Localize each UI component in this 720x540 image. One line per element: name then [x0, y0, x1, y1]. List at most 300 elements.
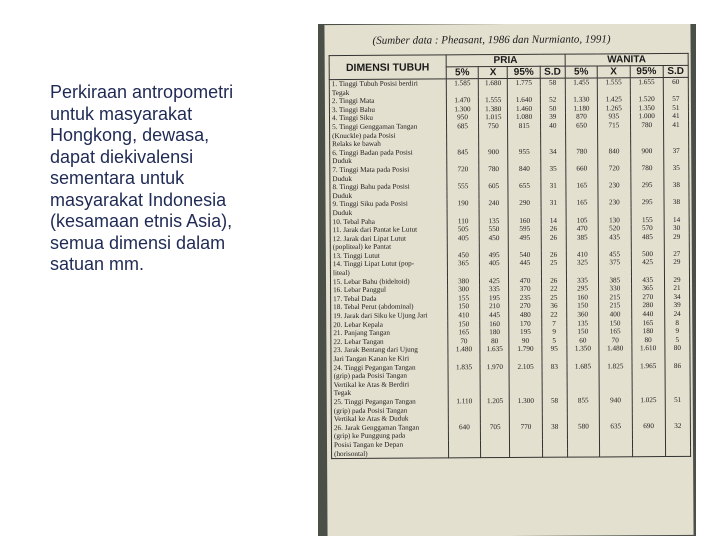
row-value [598, 173, 630, 182]
row-value: 1.635 [480, 345, 509, 354]
row-value: 150 [566, 302, 598, 311]
row-value [480, 388, 509, 397]
row-value [510, 440, 542, 449]
row-value: 9 [665, 327, 690, 336]
row-value [541, 173, 566, 182]
row-value: 325 [566, 259, 598, 268]
row-value [481, 414, 510, 423]
row-value [542, 440, 567, 449]
row-label: 10. Tebal Paha [330, 217, 447, 226]
row-value: 555 [447, 182, 479, 191]
row-value [480, 406, 509, 415]
row-value [598, 130, 630, 139]
row-value: 955 [508, 148, 540, 157]
row-value: 29 [664, 233, 689, 242]
row-value: 505 [447, 225, 479, 234]
row-label: Duduk [330, 191, 447, 200]
row-value: 1.520 [630, 95, 663, 104]
row-value [631, 207, 664, 216]
row-value: 26 [541, 251, 566, 260]
row-value: 38 [664, 181, 689, 190]
row-value: 780 [479, 165, 508, 174]
row-value [510, 448, 542, 457]
row-value [448, 371, 480, 380]
row-value: 165 [566, 182, 598, 191]
table-photo [318, 24, 696, 536]
row-value: 935 [598, 113, 630, 122]
row-value: 58 [542, 397, 567, 406]
row-value [566, 156, 598, 165]
row-value [600, 431, 632, 440]
paper-sheet [324, 24, 693, 536]
row-value [479, 242, 508, 251]
row-value: 22 [541, 311, 566, 320]
row-label: 23. Jarak Bentang dari Ujung [331, 346, 448, 355]
row-value: 70 [599, 336, 631, 345]
row-value: 80 [665, 344, 690, 353]
row-value [508, 173, 540, 182]
caption-line: satuan mm. [50, 254, 145, 274]
row-value: 135 [567, 319, 599, 328]
row-value [479, 191, 508, 200]
row-value [566, 190, 598, 199]
row-value [479, 174, 508, 183]
row-value: 7 [541, 319, 566, 328]
row-value [567, 431, 599, 440]
row-value: 21 [664, 284, 689, 293]
row-value: 1.455 [565, 78, 597, 87]
row-value [508, 130, 540, 139]
row-value: 410 [448, 311, 480, 320]
row-value: 27 [664, 250, 689, 259]
row-value: 31 [541, 199, 566, 208]
row-value: 780 [630, 121, 663, 130]
row-value: 31 [541, 182, 566, 191]
row-value: 150 [599, 319, 631, 328]
row-value: 240 [479, 199, 508, 208]
row-value [599, 405, 631, 414]
row-value: 385 [566, 233, 598, 242]
row-label: (Knuckle) pada Posisi [330, 131, 447, 140]
row-label: 15. Lebar Bahu (bideltoid) [330, 277, 447, 286]
row-value [509, 354, 541, 363]
row-value [541, 208, 566, 217]
row-value [510, 388, 542, 397]
row-value [631, 241, 664, 250]
row-value: 550 [479, 225, 508, 234]
row-value: 1.080 [508, 113, 540, 122]
row-value [481, 431, 510, 440]
row-value: 1.555 [479, 96, 508, 105]
row-value: 155 [447, 294, 479, 303]
row-value: 380 [447, 277, 479, 286]
row-value: 57 [663, 95, 688, 104]
row-label: 12. Jarak dari Lipat Lutut [330, 234, 447, 243]
row-value [565, 130, 597, 139]
row-value: 37 [664, 147, 689, 156]
row-label: Tegak [329, 88, 446, 97]
row-value: 38 [664, 198, 689, 207]
row-label: Posisi Tangan ke Depan [331, 440, 448, 449]
row-value: 295 [630, 181, 663, 190]
row-value [448, 406, 480, 415]
row-value [542, 431, 567, 440]
row-value: 435 [631, 276, 664, 285]
row-value [600, 439, 632, 448]
row-value [541, 268, 566, 277]
row-value: 1.380 [479, 105, 508, 114]
row-value [480, 380, 509, 389]
row-value [663, 129, 688, 138]
row-value [479, 156, 508, 165]
row-value: 170 [509, 319, 541, 328]
row-value: 1.110 [448, 397, 480, 406]
row-value: 165 [599, 327, 631, 336]
row-value [542, 371, 567, 380]
row-value [597, 87, 629, 96]
row-value: 570 [631, 224, 664, 233]
row-value: 34 [664, 293, 689, 302]
row-value: 370 [509, 285, 541, 294]
row-value: 1.460 [508, 105, 540, 114]
row-value [598, 156, 630, 165]
source-note: (Sumber data : Pheasant, 1986 dan Nurmianto, 1991) [372, 33, 611, 47]
row-value [542, 405, 567, 414]
row-value: 26 [541, 233, 566, 242]
row-value [447, 242, 479, 251]
row-value: 160 [566, 293, 598, 302]
row-value [446, 131, 478, 140]
row-value: 80 [631, 336, 664, 345]
row-value [508, 139, 540, 148]
row-value: 705 [481, 423, 510, 432]
row-label: 11. Jarak dari Pantat ke Lutut [330, 225, 447, 234]
row-value [508, 87, 540, 96]
row-value: 210 [480, 302, 509, 311]
row-value [632, 405, 665, 414]
row-value [665, 413, 690, 422]
row-value: 950 [446, 114, 478, 123]
row-value: 770 [510, 423, 542, 432]
row-value: 295 [566, 285, 598, 294]
row-value [664, 172, 689, 181]
row-value: 1.015 [479, 113, 508, 122]
row-value: 410 [566, 250, 598, 259]
row-value: 110 [447, 217, 479, 226]
row-label: 17. Tebal Dada [331, 294, 448, 303]
row-value [448, 354, 480, 363]
row-value: 195 [509, 328, 541, 337]
row-value [567, 353, 599, 362]
row-value: 41 [663, 121, 688, 130]
row-value: 405 [447, 234, 479, 243]
row-value [598, 207, 630, 216]
row-value: 335 [480, 285, 509, 294]
row-value: 155 [631, 216, 664, 225]
row-value: 1.655 [630, 78, 663, 87]
row-value: 150 [567, 328, 599, 337]
row-value: 715 [598, 121, 630, 130]
row-value: 130 [598, 216, 630, 225]
row-value: 235 [509, 294, 541, 303]
row-value: 14 [541, 216, 566, 225]
row-value [598, 242, 630, 251]
row-label: 1. Tinggi Tubuh Posisi berdiri [329, 79, 446, 89]
caption-text [50, 82, 300, 276]
caption-line: Hongkong, dewasa, [50, 125, 210, 145]
row-value: 5 [542, 336, 567, 345]
female-header: WANITA [565, 53, 688, 66]
row-label: Jari Tangan Kanan ke Kiri [331, 354, 448, 363]
row-value [632, 379, 665, 388]
row-value: 520 [598, 224, 630, 233]
row-value [665, 447, 690, 456]
sub-header: X [478, 67, 507, 79]
row-value: 485 [631, 233, 664, 242]
row-value: 290 [508, 199, 540, 208]
row-value [565, 139, 597, 148]
row-value: 425 [631, 259, 664, 268]
row-value [567, 414, 599, 423]
row-value: 165 [631, 319, 664, 328]
row-value [448, 414, 480, 423]
row-value [540, 87, 565, 96]
row-value: 230 [598, 199, 630, 208]
row-value: 58 [540, 78, 565, 87]
row-value: 35 [541, 165, 566, 174]
row-value: 270 [631, 293, 664, 302]
row-value: 1.640 [508, 96, 540, 105]
row-label: 21. Panjang Tangan [331, 329, 448, 338]
row-value: 1.965 [632, 362, 665, 371]
row-value: 25 [541, 259, 566, 268]
row-value: 32 [665, 422, 690, 431]
row-value [566, 268, 598, 277]
row-value [479, 88, 508, 97]
row-value: 1.300 [510, 397, 542, 406]
row-value: 52 [540, 96, 565, 105]
row-label: (popliteal) ke Pantat [330, 243, 447, 252]
row-value [479, 139, 508, 148]
row-value: 405 [480, 259, 509, 268]
row-value [630, 130, 663, 139]
row-value [509, 268, 541, 277]
row-value: 445 [509, 259, 541, 268]
row-value: 1.685 [567, 362, 599, 371]
row-value: 1.350 [630, 104, 663, 113]
row-value [664, 207, 689, 216]
row-value: 24 [665, 310, 690, 319]
row-value: 470 [566, 225, 598, 234]
row-value [447, 268, 479, 277]
row-value [665, 439, 690, 448]
row-value [542, 379, 567, 388]
row-value: 480 [509, 311, 541, 320]
row-value: 495 [480, 251, 509, 260]
row-value: 135 [479, 217, 508, 226]
row-value [632, 448, 665, 457]
row-value: 270 [509, 302, 541, 311]
row-value: 655 [508, 182, 540, 191]
row-label: 6. Tinggi Badan pada Posisi [330, 148, 447, 157]
row-value [664, 241, 689, 250]
row-value: 1.970 [480, 363, 509, 372]
row-value: 365 [447, 260, 479, 269]
row-value: 1.585 [446, 79, 478, 88]
row-value [598, 138, 630, 147]
row-label: 18. Tebal Perut (abdominal) [331, 303, 448, 312]
row-value [447, 208, 479, 217]
row-value: 605 [479, 182, 508, 191]
row-value [508, 156, 540, 165]
row-value [599, 370, 631, 379]
row-value: 160 [480, 320, 509, 329]
row-value [599, 388, 631, 397]
row-label: liteal) [330, 268, 447, 277]
row-value [665, 353, 690, 362]
row-label: Relaks ke bawah [330, 140, 447, 149]
row-value [509, 371, 541, 380]
row-value [508, 208, 540, 217]
row-value: 80 [480, 337, 509, 346]
row-value: 230 [598, 181, 630, 190]
row-value [510, 414, 542, 423]
row-value: 495 [509, 233, 541, 242]
row-label: 7. Tinggi Mata pada Posisi [330, 165, 447, 174]
caption-line: semua dimensi dalam [50, 232, 226, 253]
row-value [665, 387, 690, 396]
row-value: 650 [565, 121, 597, 130]
row-value: 295 [631, 198, 664, 207]
row-value: 470 [509, 276, 541, 285]
row-label: 4. Tinggi Siku [329, 114, 446, 123]
row-value [542, 354, 567, 363]
row-value [481, 449, 510, 458]
row-value: 215 [599, 302, 631, 311]
caption-line: Perkiraan antropometri [50, 82, 234, 102]
row-value: 22 [541, 285, 566, 294]
row-value [665, 370, 690, 379]
row-value: 685 [446, 122, 478, 131]
row-value [448, 389, 480, 398]
row-value [630, 155, 663, 164]
row-value: 180 [631, 327, 664, 336]
row-label: Duduk [330, 157, 447, 166]
row-value [479, 208, 508, 217]
row-value [631, 267, 664, 276]
dimension-header: DIMENSI TUBUH [329, 55, 446, 80]
row-label: 22. Lebar Tangan [331, 337, 448, 346]
row-value: 2.105 [509, 362, 541, 371]
row-value [480, 354, 509, 363]
row-value [479, 131, 508, 140]
row-value: 34 [540, 147, 565, 156]
row-value: 870 [565, 113, 597, 122]
row-value: 1.300 [446, 105, 478, 114]
row-label: 19. Jarak dari Siku ke Ujung Jari [331, 311, 448, 320]
row-value: 690 [632, 422, 665, 431]
row-value [632, 370, 665, 379]
row-value [664, 155, 689, 164]
row-label: 24. Tinggi Pegangan Tangan [331, 363, 448, 372]
row-value [448, 380, 480, 389]
row-value [630, 138, 663, 147]
row-value: 150 [448, 320, 480, 329]
row-label: 2. Tinggi Mata [329, 97, 446, 106]
row-value: 83 [542, 362, 567, 371]
row-value [599, 379, 631, 388]
row-value: 35 [664, 164, 689, 173]
row-value [630, 173, 663, 182]
row-value [541, 190, 566, 199]
row-label: Vertikal ke Atas & Duduk [331, 415, 448, 424]
row-value: 1.330 [565, 96, 597, 105]
row-label: 5. Tinggi Genggaman Tangan [330, 122, 447, 131]
row-value: 300 [447, 285, 479, 294]
row-value [632, 439, 665, 448]
row-value: 900 [630, 147, 663, 156]
caption-line: untuk masyarakat [50, 103, 193, 124]
row-value: 540 [509, 251, 541, 260]
row-value [567, 405, 599, 414]
row-value [540, 139, 565, 148]
row-value: 840 [508, 165, 540, 174]
row-value: 38 [542, 422, 567, 431]
row-value [566, 242, 598, 251]
row-value: 750 [479, 122, 508, 131]
row-value: 40 [540, 122, 565, 131]
sub-header: S.D [540, 66, 565, 78]
sub-header: 5% [446, 67, 478, 79]
row-value: 580 [567, 422, 599, 431]
row-value: 5 [665, 336, 690, 345]
row-value [566, 207, 598, 216]
row-value: 165 [566, 199, 598, 208]
row-value: 1.025 [632, 396, 665, 405]
row-value: 95 [542, 345, 567, 354]
row-value: 1.180 [565, 104, 597, 113]
row-value: 360 [567, 310, 599, 319]
row-value [448, 432, 480, 441]
row-value: 51 [665, 396, 690, 405]
row-value: 330 [599, 285, 631, 294]
row-value: 1.480 [448, 346, 480, 355]
row-value: 1.610 [631, 344, 664, 353]
row-value: 780 [630, 164, 663, 173]
row-value: 450 [447, 251, 479, 260]
row-value [632, 430, 665, 439]
row-label: 14. Tinggi Lipat Lutut (pop- [330, 260, 447, 269]
row-value [599, 413, 631, 422]
caption-line: (kesamaan etnis Asia), [50, 211, 233, 231]
row-value: 660 [566, 164, 598, 173]
row-value [630, 87, 663, 96]
row-value: 39 [540, 113, 565, 122]
row-value [542, 388, 567, 397]
row-value [540, 156, 565, 165]
row-label: 8. Tinggi Bahu pada Posisi [330, 183, 447, 192]
row-value [598, 190, 630, 199]
row-value: 1.825 [599, 362, 631, 371]
row-label: 9. Tinggi Siku pada Posisi [330, 200, 447, 209]
row-value: 375 [599, 259, 631, 268]
row-value: 50 [540, 104, 565, 113]
row-value [663, 86, 688, 95]
row-value: 70 [448, 337, 480, 346]
row-value [565, 87, 597, 96]
row-value: 780 [566, 147, 598, 156]
row-value: 51 [663, 104, 688, 113]
